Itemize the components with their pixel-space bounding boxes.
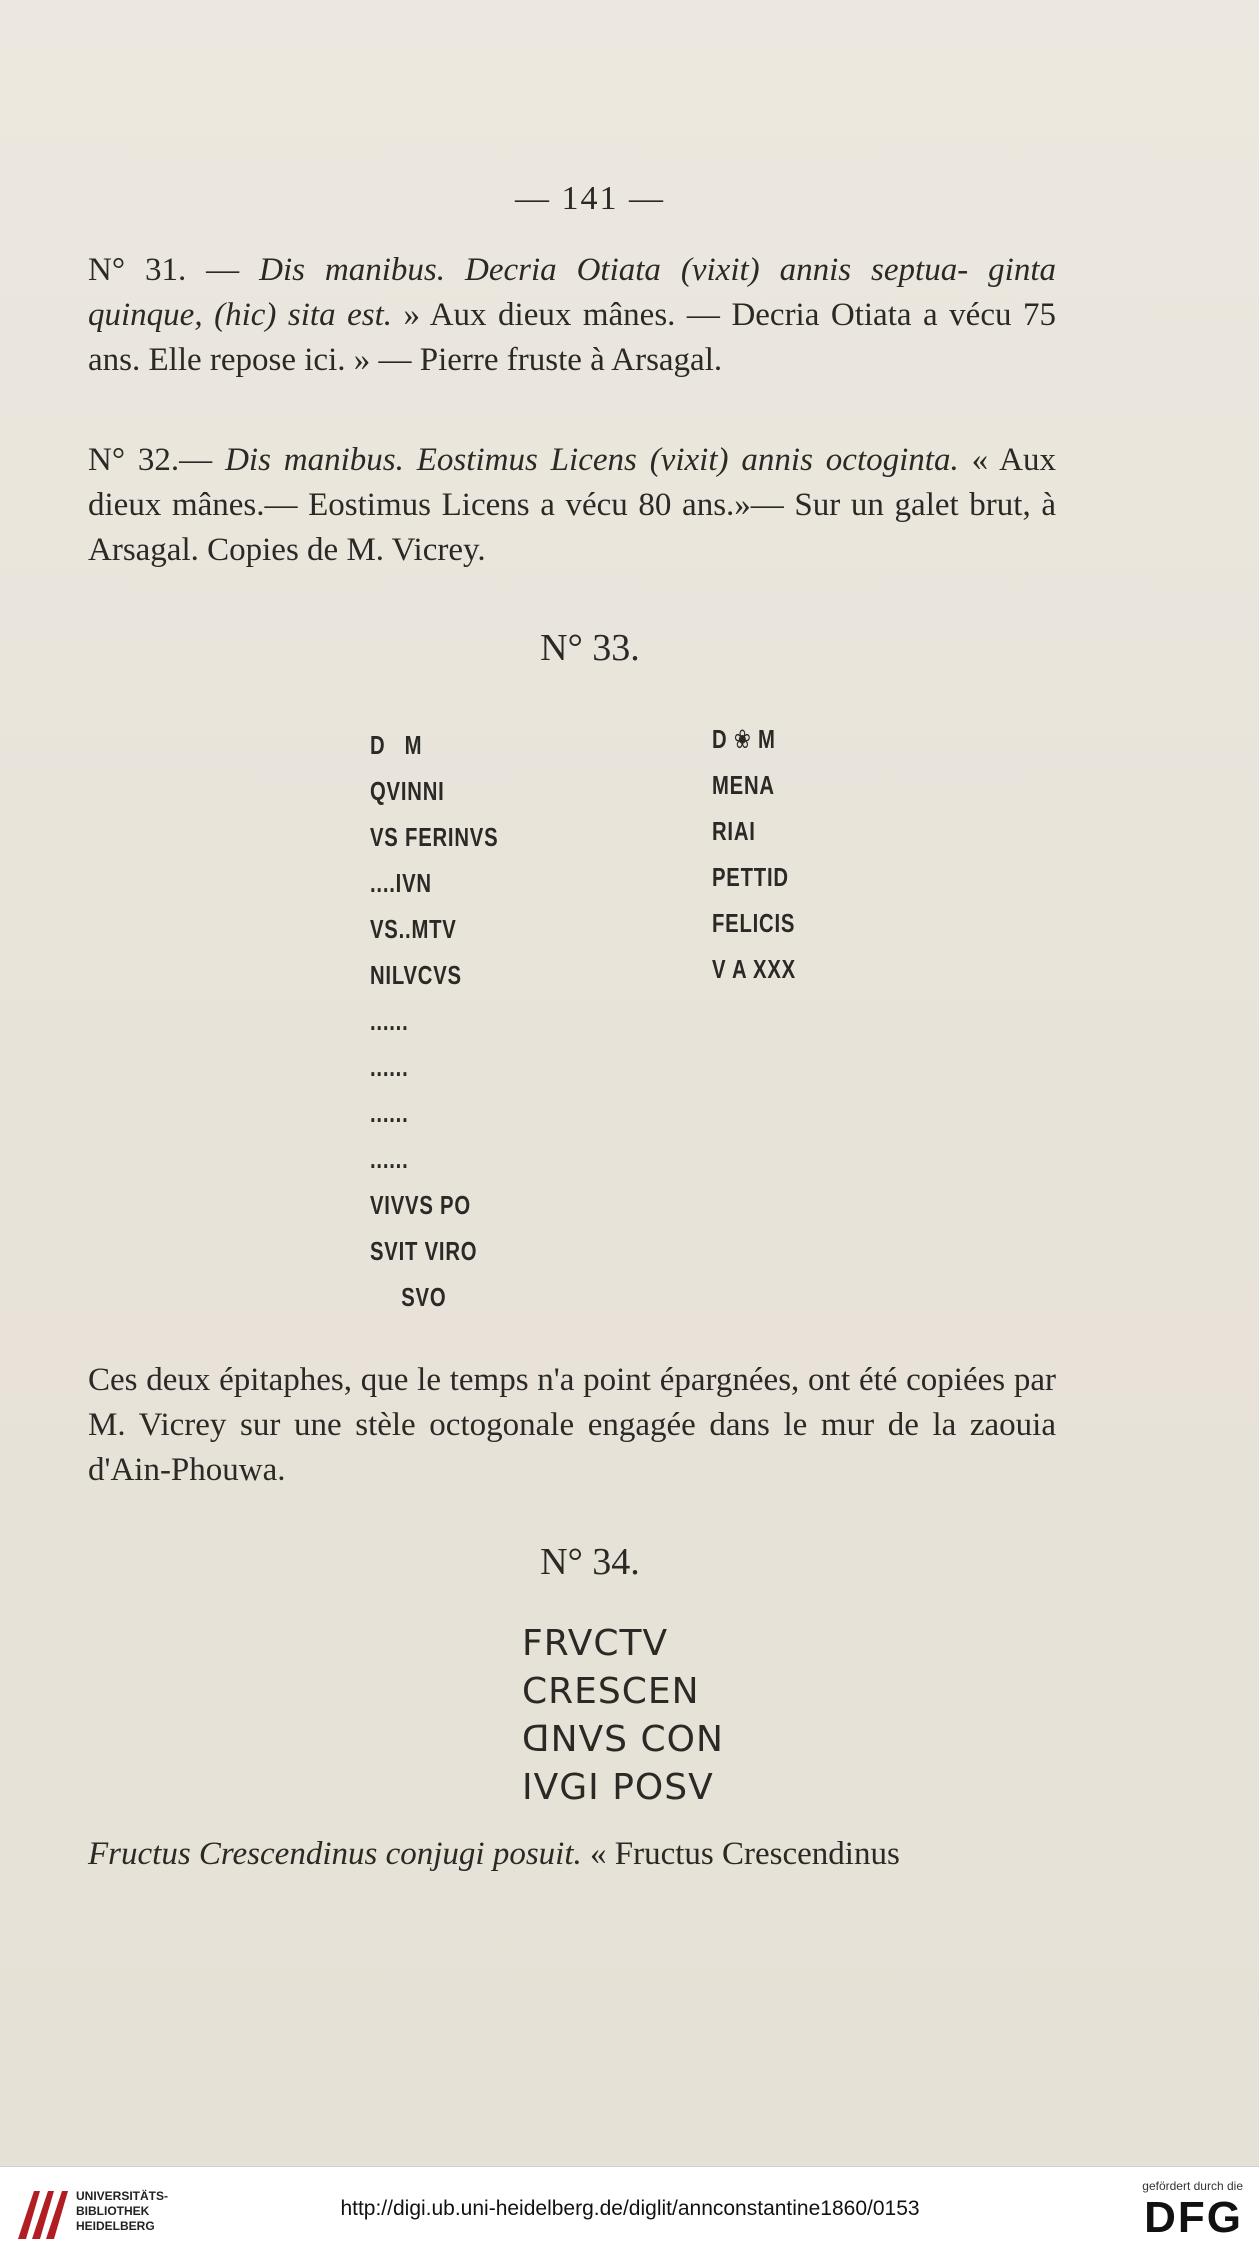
inscription-line: D M bbox=[370, 730, 423, 760]
inscription-line: PETTID bbox=[712, 862, 789, 892]
entry-34-latin: Fructus Crescendinus conjugi posuit. bbox=[88, 1836, 582, 1872]
inscription-line: V A XXX bbox=[712, 954, 796, 984]
inscription-line: SVO bbox=[401, 1282, 447, 1312]
inscription-line: CRESCEN bbox=[522, 1671, 700, 1712]
page-number: — 141 — bbox=[515, 180, 665, 217]
institution-line: HEIDELBERG bbox=[76, 2219, 155, 2233]
inscription-line: RIAI bbox=[712, 816, 756, 846]
footer-bar bbox=[0, 2166, 1259, 2261]
entry-31-french: » Aux dieux mânes. — Decria Otiata a vécu 75 ans. Elle repose ici. » — Pierre fruste à Arsagal. bbox=[88, 297, 1056, 378]
institution-name bbox=[76, 2189, 168, 2234]
inscription-line: ꓷNVS CON bbox=[522, 1719, 724, 1760]
paragraph-epitaphs: Ces deux épitaphes, que le temps n'a point épargnées, ont été copiées par M. Vicrey sur une stèle octogonale engagée dans le mur de la zaouia d'Ain-Phouwa. bbox=[88, 1362, 1056, 1488]
university-seal-icon bbox=[12, 2185, 72, 2245]
sponsor-block bbox=[1103, 2179, 1243, 2243]
institution-line: UNIVERSITÄTS- bbox=[76, 2189, 169, 2203]
entry-31 bbox=[88, 248, 1056, 383]
inscription-33-right bbox=[712, 716, 796, 992]
entry-32-latin: Dis manibus. Eostimus Licens (vixit) annis octoginta. bbox=[225, 442, 959, 478]
entry-32 bbox=[88, 438, 1056, 573]
sponsor-label: gefördert durch die bbox=[1142, 2179, 1243, 2193]
inscription-line: FELICIS bbox=[712, 908, 796, 938]
institution-line: BIBLIOTHEK bbox=[76, 2204, 150, 2218]
inscription-line: VIVVS PO bbox=[370, 1190, 471, 1220]
inscription-33-left bbox=[370, 722, 498, 1320]
dfg-logo: DFG bbox=[1144, 2193, 1243, 2242]
entry-32-number: N° 32.— bbox=[88, 442, 213, 478]
inscription-line: VS..MTV bbox=[370, 914, 457, 944]
inscription-line: QVINNI bbox=[370, 776, 445, 806]
inscription-line: VS FERINVS bbox=[370, 822, 499, 852]
heading-no-34: N° 34. bbox=[540, 1541, 640, 1583]
inscription-34 bbox=[522, 1620, 724, 1812]
inscription-line: FRVCTV bbox=[522, 1623, 669, 1664]
inscription-line: ...... bbox=[370, 1098, 409, 1128]
inscription-line: SVIT VIRO bbox=[370, 1236, 478, 1266]
inscription-line: IVGI POSV bbox=[522, 1767, 714, 1808]
inscription-line: ...... bbox=[370, 1144, 409, 1174]
entry-34-text bbox=[88, 1832, 1056, 1877]
inscription-line: ...... bbox=[370, 1006, 409, 1036]
inscription-line: NILVCVS bbox=[370, 960, 462, 990]
permalink-url[interactable]: http://digi.ub.uni-heidelberg.de/diglit/annconstantine1860/0153 bbox=[340, 2197, 920, 2220]
inscription-line: ...... bbox=[370, 1052, 409, 1082]
inscription-line: D ❀ M bbox=[712, 724, 776, 754]
entry-31-latin: Dis manibus. Decria Otiata (vixit) annis septua- ginta quinque, (hic) sita est. bbox=[88, 252, 1056, 333]
entry-31-number: N° 31. — bbox=[88, 252, 240, 288]
heading-no-33: N° 33. bbox=[540, 627, 640, 669]
inscription-line: MENA bbox=[712, 770, 775, 800]
inscription-line: ....IVN bbox=[370, 868, 432, 898]
entry-34-french: « Fructus Crescendinus bbox=[590, 1836, 900, 1872]
entry-32-french: « Aux dieux mânes.— Eostimus Licens a vécu 80 ans.»— Sur un galet brut, à Arsagal. Copies de M. Vicrey. bbox=[88, 442, 1056, 568]
